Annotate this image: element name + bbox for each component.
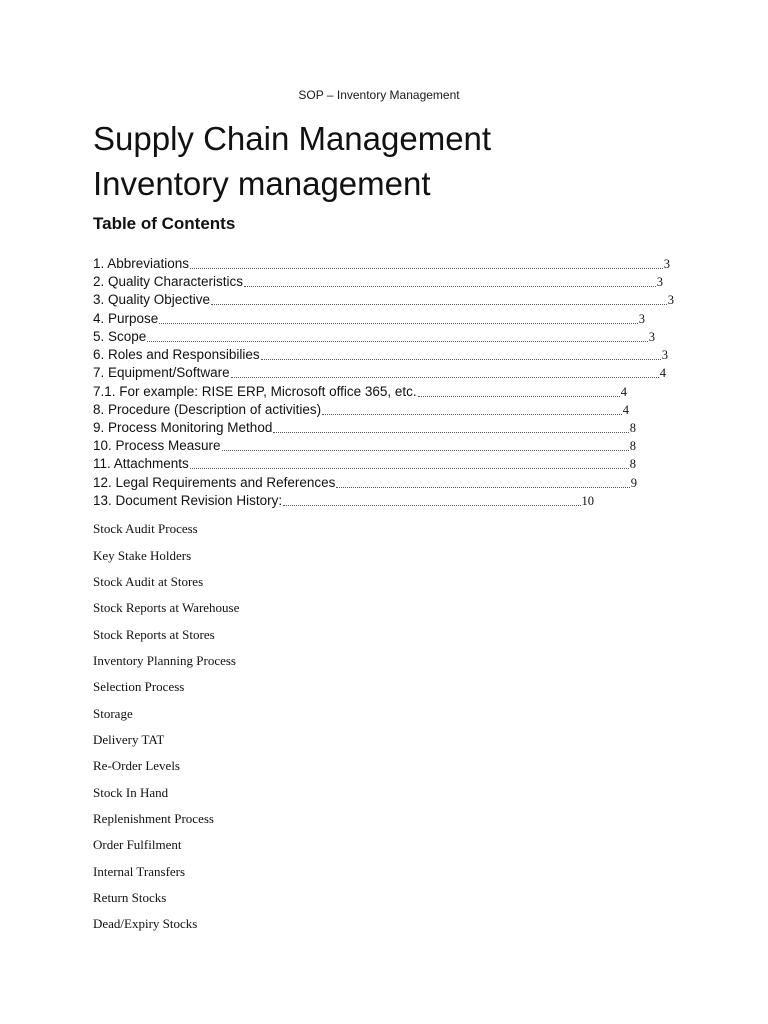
list-item: Internal Transfers bbox=[93, 864, 186, 879]
toc-entry-document-revision-history[interactable] bbox=[93, 492, 594, 510]
toc-entry-quality-objective[interactable] bbox=[93, 291, 674, 309]
document-title bbox=[93, 116, 733, 206]
toc-entry-label: 6. Roles and Responsibilies bbox=[93, 347, 260, 362]
toc-page-number: 8 bbox=[629, 457, 636, 471]
toc-leader-dots bbox=[261, 359, 661, 360]
list-item: Stock In Hand bbox=[93, 785, 169, 800]
list-item: Stock Reports at Stores bbox=[93, 627, 215, 642]
toc-page-number: 8 bbox=[629, 439, 636, 453]
toc-entry-legal-requirements[interactable] bbox=[93, 474, 637, 492]
toc-entry-label: 5. Scope bbox=[93, 329, 147, 344]
toc-page-number: 4 bbox=[620, 385, 627, 399]
toc-leader-dots bbox=[147, 341, 647, 342]
toc-leader-dots bbox=[190, 468, 629, 469]
toc-entry-process-measure[interactable] bbox=[93, 437, 636, 455]
toc-entry-process-monitoring-method[interactable] bbox=[93, 419, 636, 437]
toc-entry-quality-characteristics[interactable] bbox=[93, 273, 663, 291]
toc-entry-example-software[interactable] bbox=[93, 383, 627, 401]
toc-heading: Table of Contents bbox=[93, 214, 236, 233]
toc-page-number: 10 bbox=[581, 494, 594, 508]
toc-entry-label: 2. Quality Characteristics bbox=[93, 274, 244, 289]
toc-page-number: 3 bbox=[667, 293, 674, 307]
toc-entry-purpose[interactable] bbox=[93, 310, 645, 328]
list-item: Replenishment Process bbox=[93, 811, 214, 826]
toc-leader-dots bbox=[322, 414, 622, 415]
toc-entry-attachments[interactable] bbox=[93, 455, 636, 473]
running-header: SOP – Inventory Management bbox=[298, 88, 460, 102]
list-item: Stock Audit Process bbox=[93, 521, 198, 536]
toc-entry-procedure[interactable] bbox=[93, 401, 629, 419]
toc-entry-label: 12. Legal Requirements and References bbox=[93, 475, 336, 490]
toc-entry-label: 4. Purpose bbox=[93, 311, 159, 326]
list-item: Re-Order Levels bbox=[93, 758, 180, 773]
toc-page-number: 3 bbox=[663, 257, 670, 271]
toc-leader-dots bbox=[211, 304, 667, 305]
toc-leader-dots bbox=[418, 396, 620, 397]
list-item: Inventory Planning Process bbox=[93, 653, 236, 668]
toc-entry-label: 11. Attachments bbox=[93, 456, 189, 471]
toc-page-number: 8 bbox=[629, 421, 636, 435]
toc-page-number: 4 bbox=[659, 366, 666, 380]
toc-entry-label: 7. Equipment/Software bbox=[93, 365, 230, 380]
toc-leader-dots bbox=[244, 286, 656, 287]
toc-entry-scope[interactable] bbox=[93, 328, 655, 346]
toc-leader-dots bbox=[336, 487, 629, 488]
title-line-1: Supply Chain Management bbox=[93, 120, 492, 157]
toc-page-number: 9 bbox=[630, 476, 637, 490]
toc-leader-dots bbox=[159, 323, 637, 324]
toc-entry-label: 9. Process Monitoring Method bbox=[93, 420, 273, 435]
toc-leader-dots bbox=[273, 432, 628, 433]
list-item: Order Fulfilment bbox=[93, 837, 182, 852]
toc-leader-dots bbox=[283, 505, 580, 506]
toc-entry-label: 3. Quality Objective bbox=[93, 292, 211, 307]
list-item: Key Stake Holders bbox=[93, 548, 192, 563]
list-item: Storage bbox=[93, 706, 133, 721]
toc-leader-dots bbox=[231, 377, 659, 378]
list-item: Delivery TAT bbox=[93, 732, 165, 747]
toc-entry-roles-and-responsibilities[interactable] bbox=[93, 346, 668, 364]
toc-page-number: 3 bbox=[656, 275, 663, 289]
toc-page-number: 3 bbox=[648, 330, 655, 344]
toc-entry-label: 1. Abbreviations bbox=[93, 256, 190, 271]
toc-entry-abbreviations[interactable] bbox=[93, 255, 670, 273]
toc-page-number: 4 bbox=[622, 403, 629, 417]
toc-page-number: 3 bbox=[638, 312, 645, 326]
list-item: Return Stocks bbox=[93, 890, 167, 905]
title-line-2: Inventory management bbox=[93, 165, 431, 202]
toc-entry-label: 7.1. For example: RISE ERP, Microsoft office 365, etc. bbox=[93, 384, 417, 399]
toc-page-number: 3 bbox=[661, 348, 668, 362]
list-item: Selection Process bbox=[93, 679, 185, 694]
toc-entry-label: 13. Document Revision History: bbox=[93, 493, 283, 508]
toc-entry-label: 8. Procedure (Description of activities) bbox=[93, 402, 322, 417]
toc-entry-label: 10. Process Measure bbox=[93, 438, 221, 453]
list-item: Stock Audit at Stores bbox=[93, 574, 204, 589]
list-item: Stock Reports at Warehouse bbox=[93, 600, 240, 615]
toc-leader-dots bbox=[222, 450, 629, 451]
toc-leader-dots bbox=[190, 268, 663, 269]
list-item: Dead/Expiry Stocks bbox=[93, 916, 198, 931]
toc-entry-equipment-software[interactable] bbox=[93, 364, 666, 382]
